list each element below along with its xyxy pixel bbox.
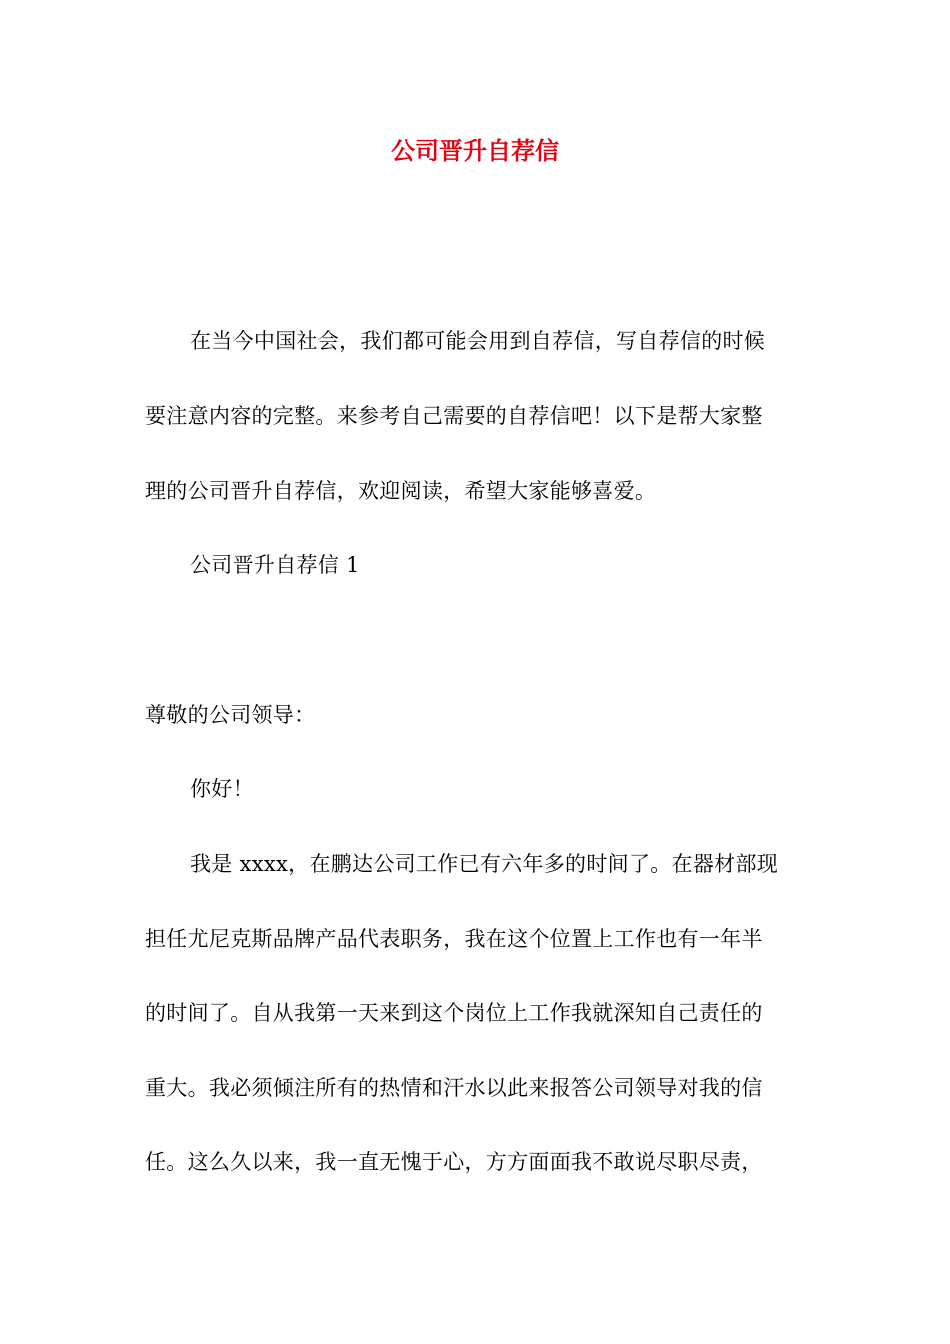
body-line-5: 任。这么久以来，我一直无愧于心，方方面面我不敢说尽职尽责，: [145, 1150, 763, 1174]
body-line-1: 我是 xxxx，在鹏达公司工作已有六年多的时间了。在器材部现: [190, 852, 779, 876]
salutation: 尊敬的公司领导：: [145, 703, 316, 727]
body-line-3: 的时间了。自从我第一天来到这个岗位上工作我就深知自己责任的: [145, 1001, 763, 1025]
intro-line-2: 要注意内容的完整。来参考自己需要的自荐信吧！以下是帮大家整: [145, 404, 763, 428]
body-line-4: 重大。我必须倾注所有的热情和汗水以此来报答公司领导对我的信: [145, 1076, 763, 1100]
intro-line-3: 理的公司晋升自荐信，欢迎阅读，希望大家能够喜爱。: [145, 479, 657, 503]
intro-line-1: 在当今中国社会，我们都可能会用到自荐信，写自荐信的时候: [190, 329, 766, 353]
greeting: 你好！: [190, 777, 254, 801]
body-line-2: 担任尤尼克斯品牌产品代表职务，我在这个位置上工作也有一年半: [145, 927, 763, 951]
section-heading: 公司晋升自荐信 1: [190, 553, 360, 577]
document-title: 公司晋升自荐信: [391, 137, 559, 165]
